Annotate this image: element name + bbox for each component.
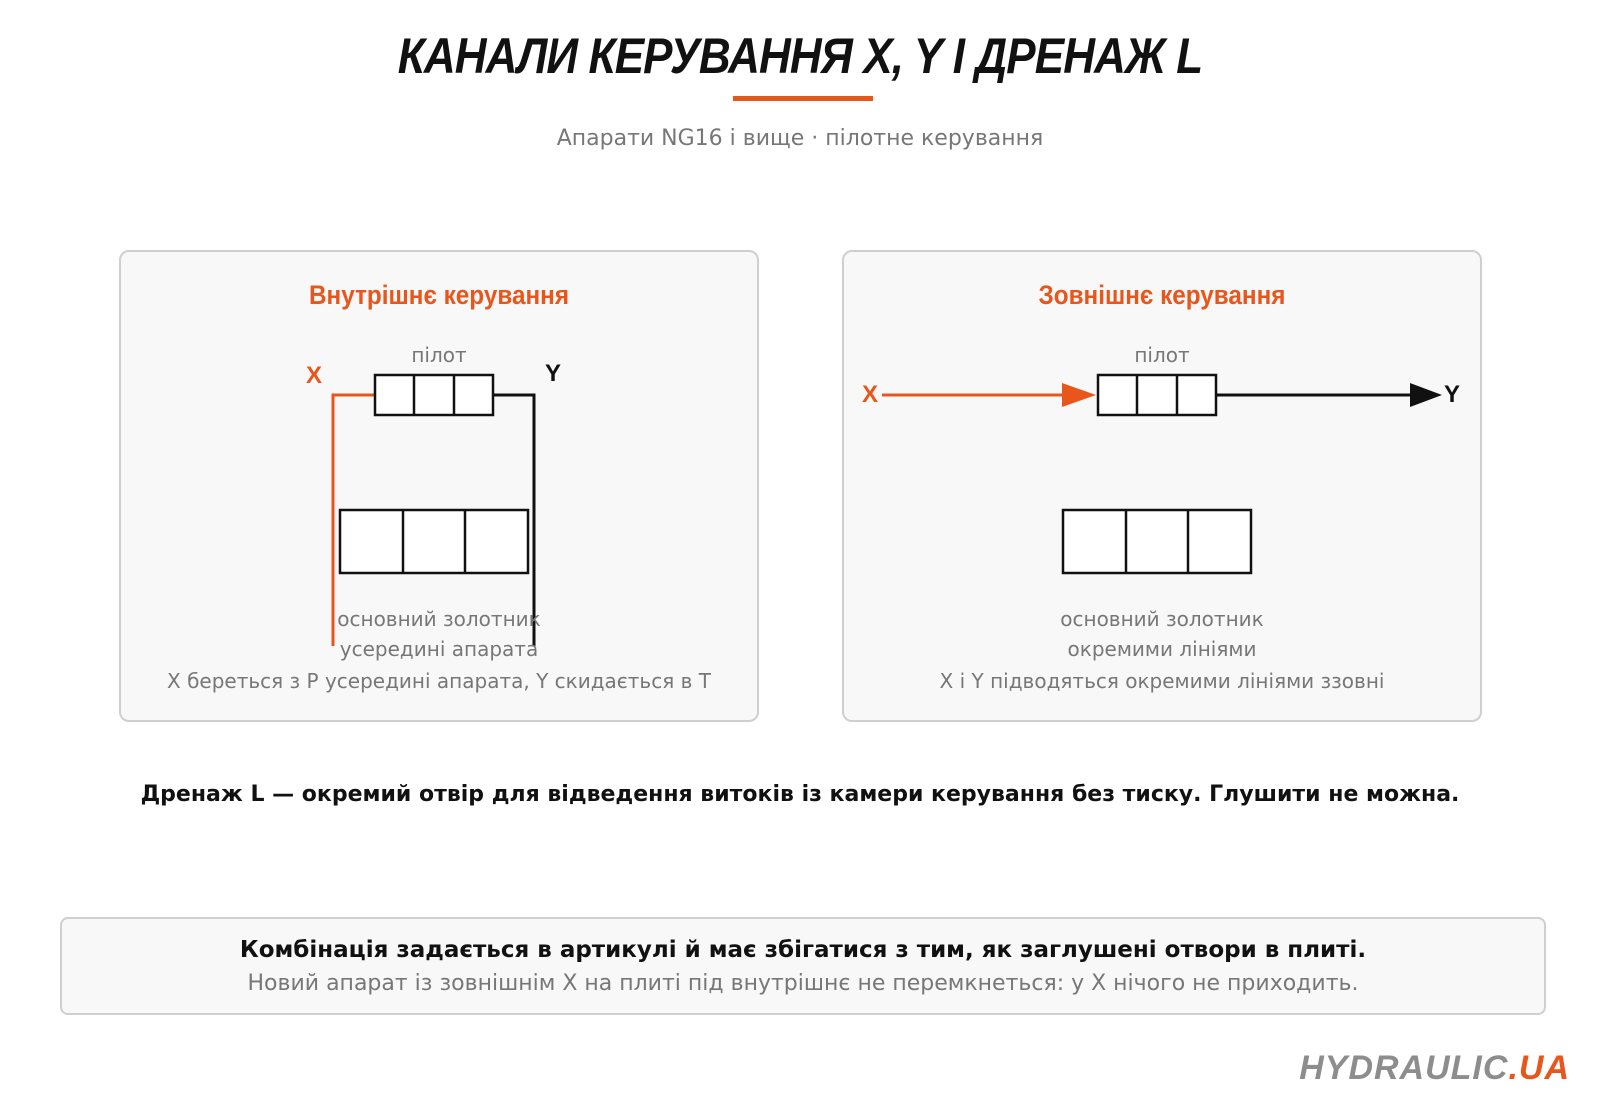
port-x-label: X bbox=[862, 381, 879, 408]
page-title: КАНАЛИ КЕРУВАННЯ X, Y І ДРЕНАЖ L bbox=[397, 28, 1203, 84]
info-detail: Новий апарат із зовнішнім X на плиті під внутрішнє не перемкнеться: у X нічого не приходить. bbox=[247, 971, 1359, 996]
drain-note: Дренаж L — окремий отвір для відведення витоків із камери керування без тиску. Глушити не можна. bbox=[140, 782, 1460, 807]
brand-logo bbox=[1299, 1048, 1570, 1088]
main-spool-symbol bbox=[340, 510, 528, 573]
port-y-label: Y bbox=[1444, 381, 1461, 408]
x-arrowhead bbox=[1062, 383, 1096, 407]
info-box bbox=[60, 917, 1546, 1015]
pilot-label: пілот bbox=[1134, 343, 1190, 367]
pilot-valve-symbol bbox=[375, 375, 493, 415]
pilot-label: пілот bbox=[411, 343, 467, 367]
port-y-label: Y bbox=[545, 360, 562, 387]
main-spool-symbol bbox=[1063, 510, 1251, 573]
y-arrowhead bbox=[1410, 383, 1442, 407]
main-spool-label: основний золотник bbox=[1060, 607, 1264, 631]
logo-accent-text: .UA bbox=[1508, 1049, 1570, 1087]
internal-control-panel bbox=[119, 250, 759, 722]
pilot-valve-symbol bbox=[1098, 375, 1216, 415]
external-control-panel bbox=[842, 250, 1482, 722]
logo-main-text: HYDRAULIC bbox=[1299, 1049, 1509, 1087]
panel-note: X береться з P усередині апарата, Y скидається в T bbox=[167, 669, 711, 693]
panel-note: X і Y підводяться окремими лініями ззовні bbox=[939, 669, 1385, 693]
port-x-label: X bbox=[306, 362, 323, 389]
main-spool-sublabel: окремими лініями bbox=[1067, 637, 1257, 661]
info-headline: Комбінація задається в артикулі й має збігатися з тим, як заглушені отвори в плиті. bbox=[239, 937, 1367, 963]
main-spool-sublabel: усередині апарата bbox=[339, 637, 539, 661]
panel-title: Внутрішнє керування bbox=[308, 280, 570, 310]
panel-title: Зовнішнє керування bbox=[1038, 280, 1286, 310]
title-underline bbox=[733, 96, 873, 101]
main-spool-label: основний золотник bbox=[337, 607, 541, 631]
page-subtitle: Апарати NG16 і вище · пілотне керування bbox=[556, 126, 1044, 151]
